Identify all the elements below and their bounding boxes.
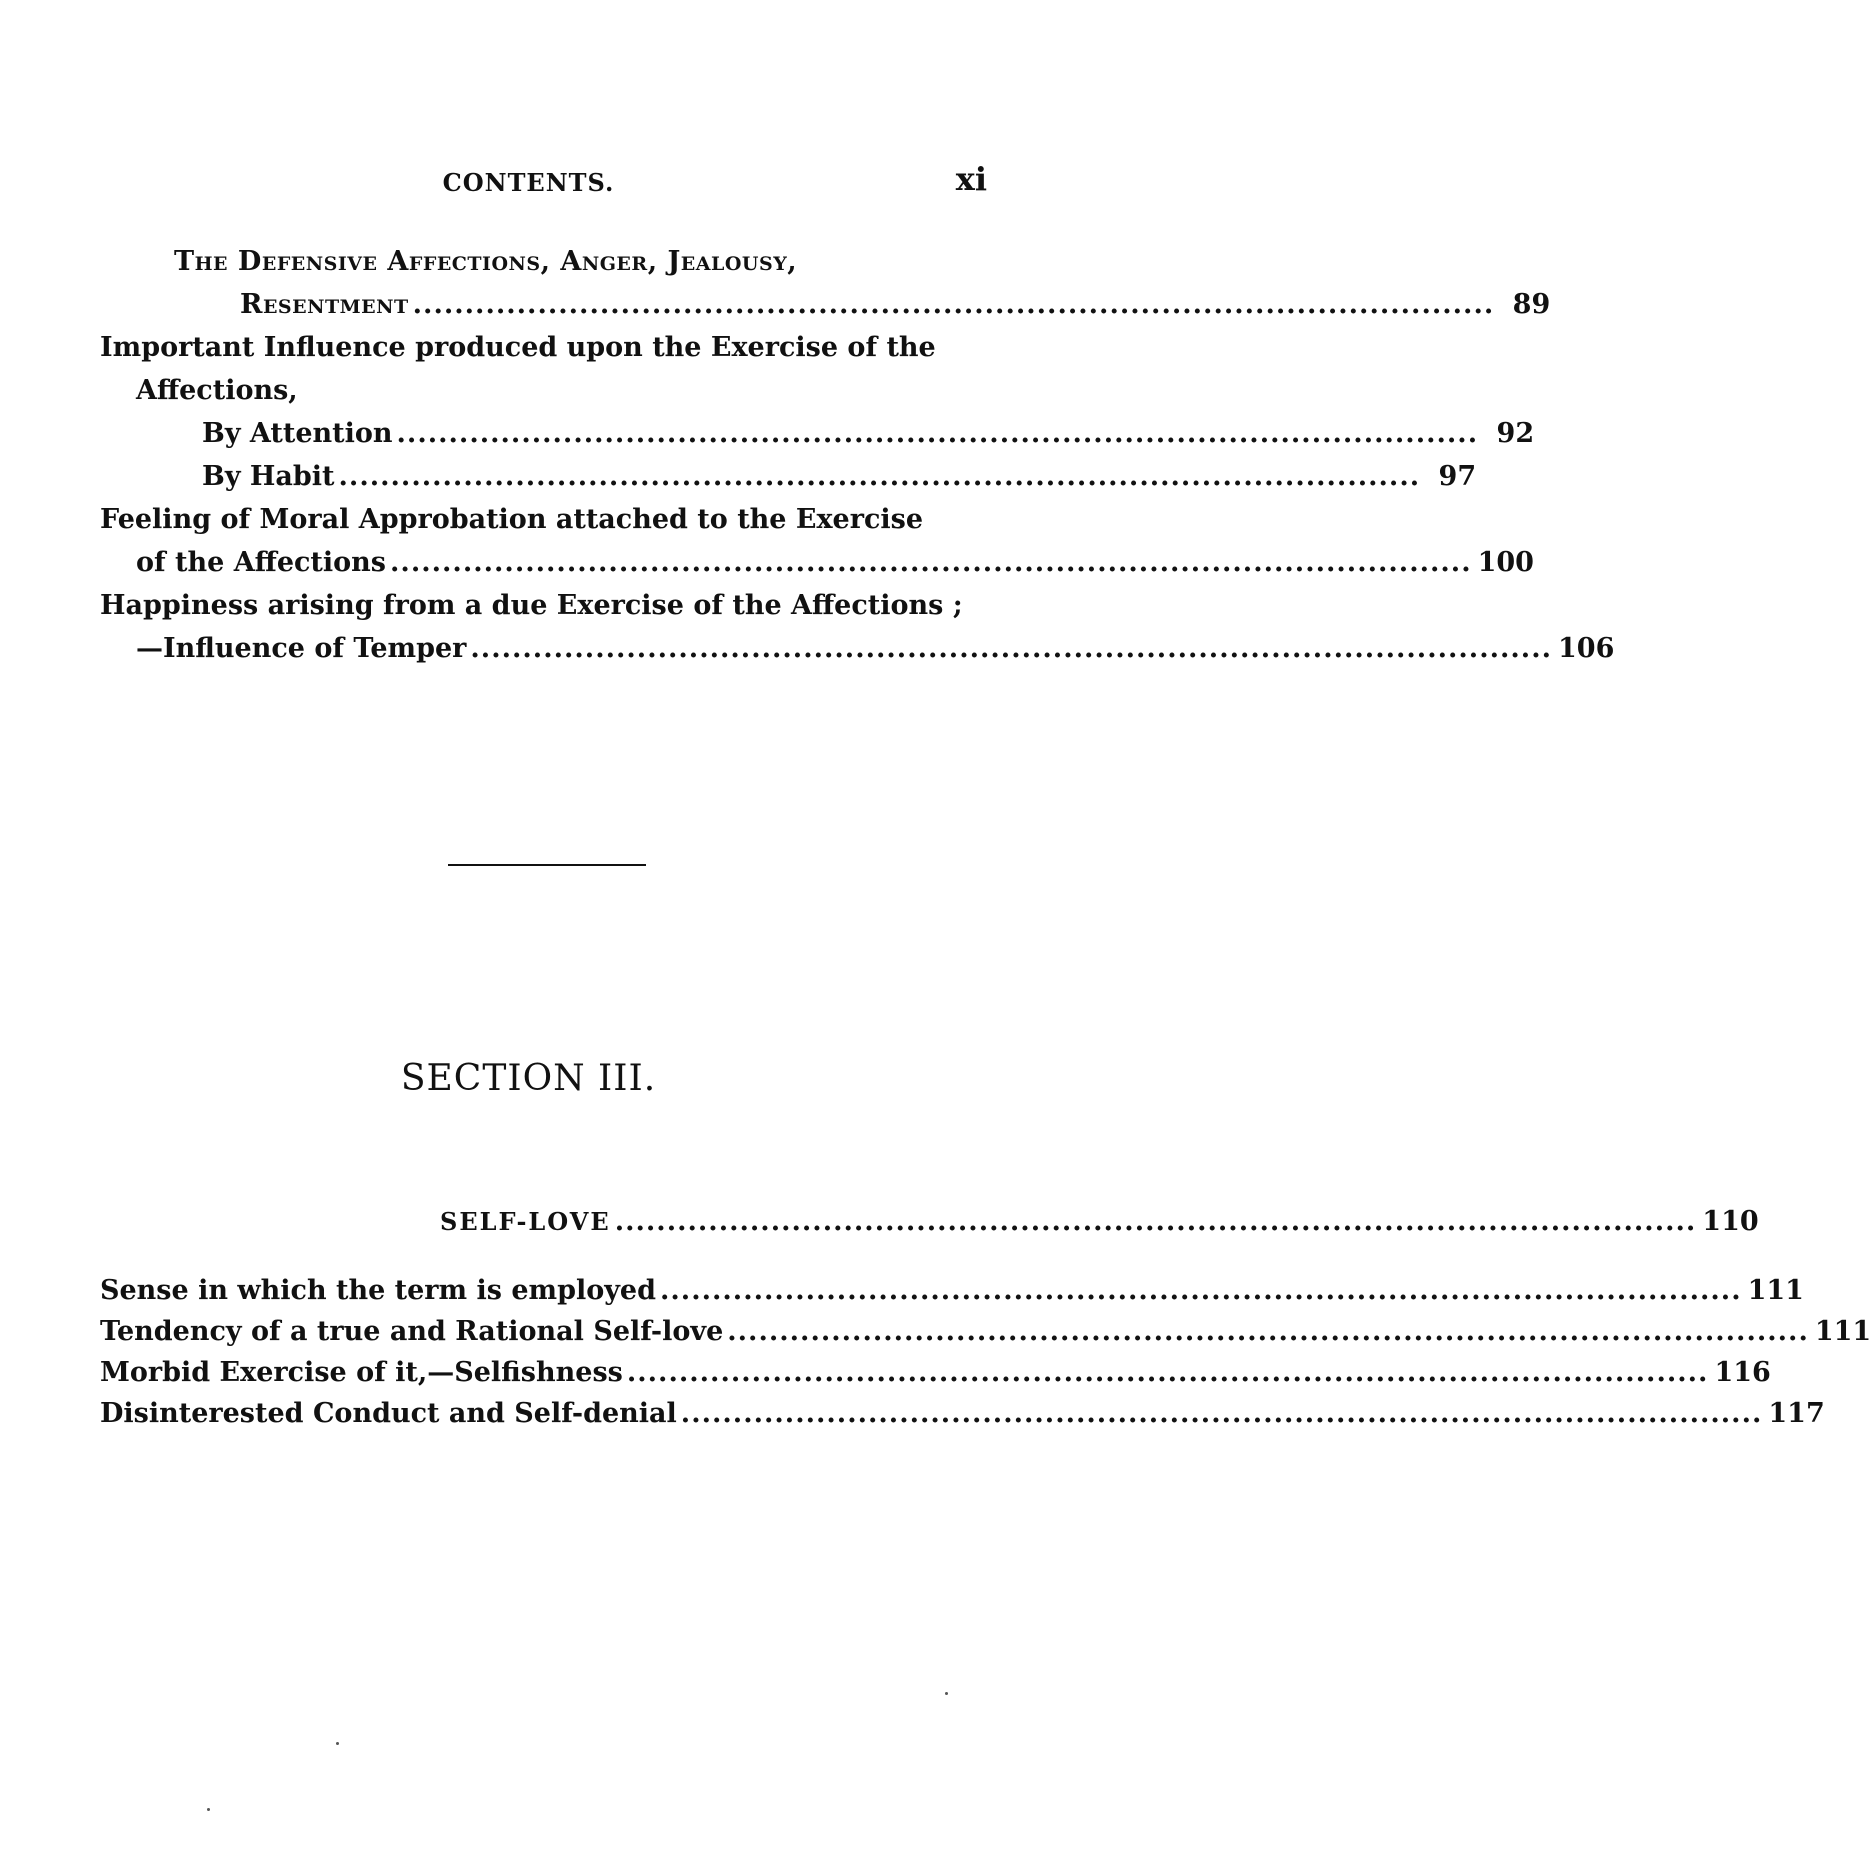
toc-entry-text: Affections, bbox=[136, 375, 298, 406]
toc-entry-text: Tendency of a true and Rational Self-love bbox=[100, 1316, 724, 1347]
toc-entry-text: By Habit bbox=[202, 461, 335, 492]
dot-leader: ........................................................................................................ bbox=[626, 1357, 1709, 1388]
toc-entry bbox=[100, 369, 980, 412]
toc-entry bbox=[100, 1200, 1759, 1243]
toc-entry-text: Feeling of Moral Approbation attached to the Exercise bbox=[100, 504, 924, 535]
dot-leader: ........................................................................................................ bbox=[412, 289, 1495, 320]
toc-entry-text: Important Influence produced upon the Exercise of the bbox=[100, 332, 936, 363]
dot-leader: ........................................................................................................ bbox=[614, 1206, 1697, 1237]
toc-page-number: 100 bbox=[1477, 547, 1534, 578]
toc-entry-text: —Influence of Temper bbox=[136, 633, 467, 664]
toc-page-number: 111 bbox=[1747, 1275, 1804, 1306]
toc-page-number: 116 bbox=[1714, 1357, 1771, 1388]
paper-speck bbox=[336, 1742, 339, 1745]
toc-entry-text: Disinterested Conduct and Self-denial bbox=[100, 1398, 677, 1429]
toc-entry bbox=[100, 541, 1534, 584]
section-divider bbox=[448, 864, 646, 866]
dot-leader: ........................................................................................................ bbox=[470, 633, 1552, 664]
toc-entry bbox=[100, 1270, 1804, 1311]
toc-entry-text: The Defensive Affections, Anger, Jealousy, bbox=[174, 246, 798, 277]
toc-entry-text: of the Affections bbox=[136, 547, 387, 578]
toc-page-number: 92 bbox=[1496, 418, 1535, 449]
toc-entry-text: By Attention bbox=[202, 418, 393, 449]
section-title: SELF-LOVE bbox=[440, 1207, 611, 1236]
toc-entry bbox=[100, 283, 1551, 326]
running-title: CONTENTS. bbox=[442, 168, 615, 197]
page-number: xi bbox=[955, 160, 987, 198]
toc-entry bbox=[100, 584, 980, 627]
toc-page-number: 106 bbox=[1558, 633, 1615, 664]
toc-page-number: 110 bbox=[1702, 1206, 1759, 1237]
paper-speck bbox=[207, 1808, 210, 1811]
toc-entry bbox=[100, 326, 980, 369]
toc-entry bbox=[100, 412, 1535, 455]
contents-list bbox=[100, 240, 1615, 670]
section-title-row bbox=[100, 1200, 1759, 1243]
section-contents-list bbox=[100, 1270, 1871, 1434]
dot-leader: ........................................................................................................ bbox=[727, 1316, 1809, 1347]
toc-page-number: 111 bbox=[1814, 1316, 1871, 1347]
toc-entry bbox=[100, 240, 980, 283]
toc-page-number: 97 bbox=[1438, 461, 1477, 492]
toc-entry bbox=[100, 498, 980, 541]
toc-entry-text: Happiness arising from a due Exercise of the Affections ; bbox=[100, 590, 963, 621]
toc-page-number: 89 bbox=[1512, 289, 1551, 320]
paper-speck bbox=[945, 1692, 948, 1695]
section-heading: SECTION III. bbox=[400, 1058, 657, 1099]
toc-entry-text: Morbid Exercise of it,—Selfishness bbox=[100, 1357, 623, 1388]
dot-leader: ........................................................................................................ bbox=[660, 1275, 1742, 1306]
toc-page-number: 117 bbox=[1768, 1398, 1825, 1429]
toc-entry-text: Resentment bbox=[240, 289, 409, 320]
toc-entry bbox=[100, 1352, 1771, 1393]
dot-leader: ........................................................................................................ bbox=[338, 461, 1421, 492]
toc-entry bbox=[100, 627, 1615, 670]
dot-leader: ........................................................................................................ bbox=[680, 1398, 1763, 1429]
toc-entry-text: Sense in which the term is employed bbox=[100, 1275, 656, 1306]
toc-entry bbox=[100, 1393, 1825, 1434]
toc-entry bbox=[100, 455, 1477, 498]
dot-leader: ........................................................................................................ bbox=[396, 418, 1479, 449]
dot-leader: ........................................................................................................ bbox=[390, 547, 1472, 578]
toc-entry bbox=[100, 1311, 1871, 1352]
